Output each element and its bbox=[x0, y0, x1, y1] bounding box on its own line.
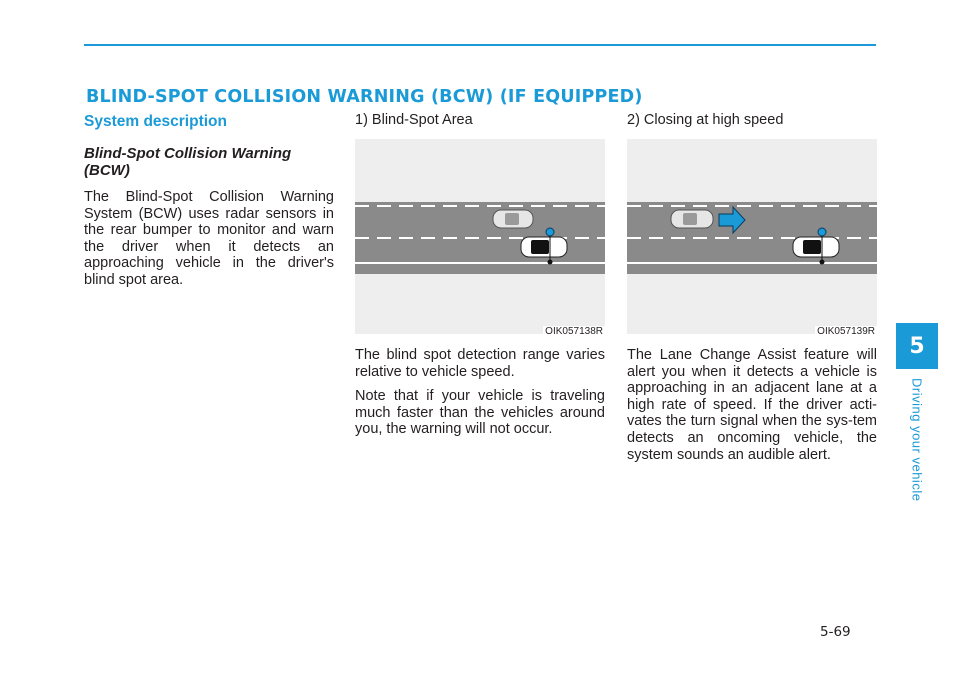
sensor-dot-icon bbox=[546, 228, 554, 236]
lane-change-assist-text: The Lane Change Assist feature will alert you when it detects a vehicle is approaching in an adjacent lane at a high rate of speed. If the driver acti-vates the turn signal when the sys-tem detects an oncoming vehicle, the system sounds an audible alert. bbox=[627, 347, 877, 463]
section-title: BLIND-SPOT COLLISION WARNING (BCW) (IF EQUIPPED) bbox=[86, 87, 643, 107]
bcw-description: The Blind-Spot Collision Warning System (BCW) uses radar sensors in the rear bumper to monitor and warn the driver when it detects an approaching vehicle in the driver's blind spot area. bbox=[84, 189, 334, 288]
chapter-tab: 5 bbox=[896, 323, 938, 369]
subhead-bcw: Blind-Spot Collision Warning (BCW) bbox=[84, 145, 292, 179]
own-car-icon bbox=[793, 237, 839, 257]
figure-2-label: 2) Closing at high speed bbox=[627, 112, 784, 128]
figure-1-label: 1) Blind-Spot Area bbox=[355, 112, 473, 128]
figure-closing-high-speed bbox=[627, 139, 877, 337]
approaching-car-icon bbox=[671, 210, 713, 228]
own-car-icon bbox=[521, 237, 567, 257]
figure-1-code: OIK057138R bbox=[545, 326, 603, 337]
column-3 bbox=[627, 112, 877, 463]
road-illustration-2 bbox=[627, 139, 877, 334]
sensor-marker-icon bbox=[820, 260, 825, 265]
figure-blind-spot-area bbox=[355, 139, 605, 337]
sensor-marker-icon bbox=[548, 260, 553, 265]
road-illustration-1 bbox=[355, 139, 605, 334]
page-number: 5-69 bbox=[820, 624, 851, 640]
chapter-title-vertical bbox=[896, 378, 938, 502]
speed-note-text: Note that if your vehicle is traveling much faster than the vehicles around you, the warning will not occur. bbox=[355, 388, 605, 438]
column-2 bbox=[355, 112, 605, 438]
header-rule bbox=[84, 44, 876, 46]
column-1 bbox=[84, 112, 334, 289]
detection-range-text: The blind spot detection range varies relative to vehicle speed. bbox=[355, 347, 605, 380]
chapter-title: Driving your vehicle bbox=[909, 378, 925, 502]
approaching-car-icon bbox=[493, 210, 533, 228]
figure-2-code: OIK057139R bbox=[817, 326, 875, 337]
sensor-dot-icon bbox=[818, 228, 826, 236]
subhead-system-description: System description bbox=[84, 113, 227, 130]
